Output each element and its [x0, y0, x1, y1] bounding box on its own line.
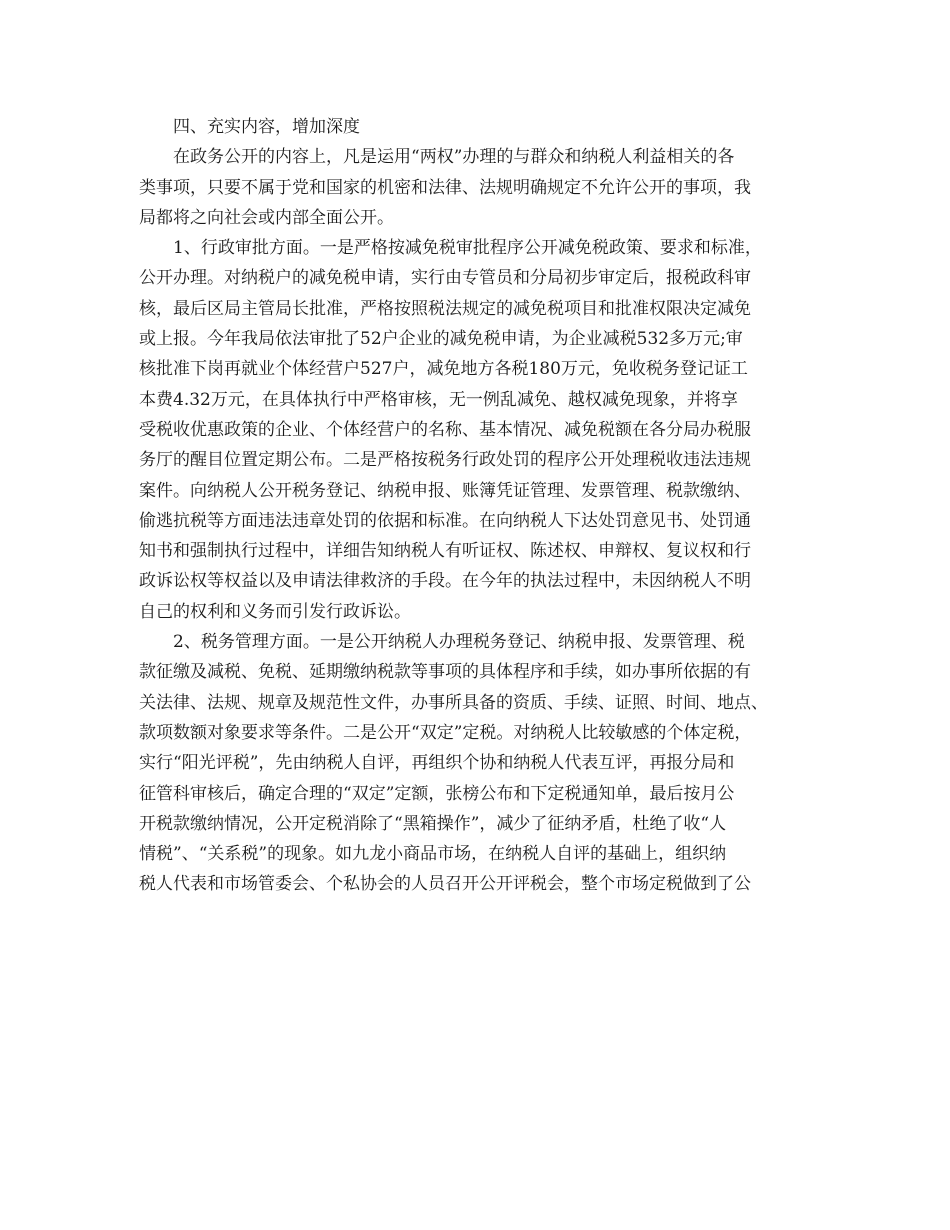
text-line: 款项数额对象要求等条件。二是公开“双定”定税。对纳税人比较敏感的个体定税， — [139, 722, 752, 743]
text-line: 受税收优惠政策的企业、个体经营户的名称、基本情况、减免税额在各分局办税服 — [139, 419, 751, 440]
text-line: 公开办理。对纳税户的减免税申请，实行由专管员和分局初步审定后，报税政科审 — [139, 268, 751, 289]
text-line: 局都将之向社会或内部全面公开。 — [139, 207, 394, 228]
text-line: 款征缴及减税、免税、延期缴纳税款等事项的具体程序和手续，如办事所依据的有 — [139, 662, 751, 683]
text-line: 征管科审核后，确定合理的“双定”定额，张榜公布和下定税通知单，最后按月公 — [139, 783, 735, 804]
text-line: 类事项，只要不属于党和国家的机密和法律、法规明确规定不允许公开的事项，我 — [139, 177, 751, 198]
text-line: 情税”、“关系税”的现象。如九龙小商品市场，在纳税人自评的基础上，组织纳 — [139, 844, 727, 865]
text-line: 在政务公开的内容上，凡是运用“两权”办理的与群众和纳税人利益相关的各 — [173, 147, 735, 168]
text-line: 核批准下岗再就业个体经营户527户，减免地方各税180万元，免收税务登记证工 — [139, 359, 748, 380]
text-line: 或上报。今年我局依法审批了52户企业的减免税申请，为企业减税532多万元;审 — [139, 329, 743, 350]
text-line: 关法律、法规、规章及规范性文件，办事所具备的资质、手续、证照、时间、地点、 — [139, 692, 768, 713]
text-line: 知书和强制执行过程中，详细告知纳税人有听证权、陈述权、申辩权、复议权和行 — [139, 541, 751, 562]
text-line: 开税款缴纳情况，公开定税消除了“黑箱操作”，减少了征纳矛盾，杜绝了收“人 — [139, 813, 727, 834]
text-line: 核，最后区局主管局长批准，严格按照税法规定的减免税项目和批准权限决定减免 — [139, 298, 751, 319]
document-body — [139, 112, 829, 900]
text-line: 自己的权利和义务而引发行政诉讼。 — [139, 601, 411, 622]
text-line: 案件。向纳税人公开税务登记、纳税申报、账簿凭证管理、发票管理、税款缴纳、 — [139, 480, 751, 501]
text-line: 2、税务管理方面。一是公开纳税人办理税务登记、纳税申报、发票管理、税 — [173, 632, 745, 653]
text-line: 务厅的醒目位置定期公布。二是严格按税务行政处罚的程序公开处理税收违法违规 — [139, 450, 751, 471]
text-line: 税人代表和市场管委会、个私协会的人员召开公开评税会，整个市场定税做到了公 — [139, 874, 751, 895]
text-line: 实行“阳光评税”，先由纳税人自评，再组织个协和纳税人代表互评，再报分局和 — [139, 753, 735, 774]
text-line: 1、行政审批方面。一是严格按减免税审批程序公开减免税政策、要求和标准， — [173, 238, 762, 259]
text-line: 四、充实内容，增加深度 — [173, 117, 360, 137]
text-line: 本费4.32万元，在具体执行中严格审核，无一例乱减免、越权减免现象，并将享 — [139, 389, 738, 410]
text-line: 政诉讼权等权益以及申请法律救济的手段。在今年的执法过程中，未因纳税人不明 — [139, 571, 751, 592]
text-line: 偷逃抗税等方面违法违章处罚的依据和标准。在向纳税人下达处罚意见书、处罚通 — [139, 510, 751, 531]
